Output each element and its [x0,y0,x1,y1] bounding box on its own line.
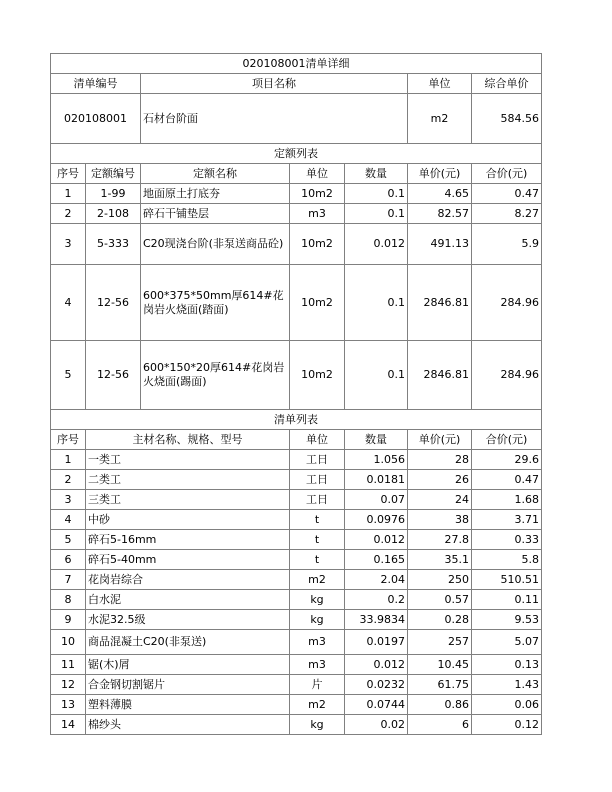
material-name: 花岗岩综合 [86,570,290,590]
material-name: 塑料薄膜 [86,695,290,715]
quota-qty: 0.1 [345,341,408,410]
quota-header-qty: 数量 [345,164,408,184]
quota-section-title: 定额列表 [51,144,542,164]
material-qty: 0.02 [345,715,408,735]
material-no: 3 [51,490,86,510]
quota-qty: 0.1 [345,265,408,341]
material-price: 61.75 [408,675,472,695]
material-price: 27.8 [408,530,472,550]
material-name: 合金钢切割锯片 [86,675,290,695]
material-total: 0.13 [472,655,542,675]
quota-row [51,184,542,204]
quota-row [51,265,542,341]
material-section-title: 清单列表 [51,410,542,430]
material-price: 6 [408,715,472,735]
material-qty: 0.07 [345,490,408,510]
quota-qty: 0.012 [345,224,408,265]
material-name: 棉纱头 [86,715,290,735]
material-header-total: 合价(元) [472,430,542,450]
material-qty: 0.165 [345,550,408,570]
material-name: 白水泥 [86,590,290,610]
material-price: 38 [408,510,472,530]
quota-code: 5-333 [86,224,141,265]
quota-total: 284.96 [472,341,542,410]
material-no: 14 [51,715,86,735]
material-row [51,570,542,590]
material-unit: t [290,510,345,530]
material-unit: m3 [290,630,345,655]
quota-no: 1 [51,184,86,204]
material-qty: 0.0197 [345,630,408,655]
quota-unit: m3 [290,204,345,224]
material-price: 24 [408,490,472,510]
material-name: 碎石5-40mm [86,550,290,570]
material-row [51,610,542,630]
material-total: 0.12 [472,715,542,735]
material-qty: 33.9834 [345,610,408,630]
material-header-qty: 数量 [345,430,408,450]
material-unit: m2 [290,570,345,590]
material-price: 26 [408,470,472,490]
material-unit: t [290,550,345,570]
material-no: 9 [51,610,86,630]
material-header-unit: 单位 [290,430,345,450]
quota-price: 2846.81 [408,341,472,410]
quota-unit: 10m2 [290,224,345,265]
material-unit: t [290,530,345,550]
material-price: 35.1 [408,550,472,570]
material-unit: 工日 [290,490,345,510]
quota-price: 4.65 [408,184,472,204]
material-row [51,530,542,550]
material-total: 5.8 [472,550,542,570]
material-row [51,510,542,530]
material-no: 13 [51,695,86,715]
material-name: 中砂 [86,510,290,530]
bill-name: 石材台阶面 [141,94,408,144]
quota-header-unit: 单位 [290,164,345,184]
quota-header-row [51,164,542,184]
material-qty: 0.2 [345,590,408,610]
bill-unit: m2 [408,94,472,144]
material-header-price: 单价(元) [408,430,472,450]
material-name: 三类工 [86,490,290,510]
material-total: 1.43 [472,675,542,695]
material-total: 0.47 [472,470,542,490]
material-no: 8 [51,590,86,610]
bill-price-label: 综合单价 [472,74,542,94]
sheet-title: 020108001清单详细 [51,54,542,74]
material-price: 257 [408,630,472,655]
quota-total: 284.96 [472,265,542,341]
quota-name: 地面原土打底夯 [141,184,290,204]
quota-unit: 10m2 [290,341,345,410]
material-unit: m2 [290,695,345,715]
quota-total: 8.27 [472,204,542,224]
material-qty: 0.012 [345,530,408,550]
material-no: 4 [51,510,86,530]
quota-row [51,204,542,224]
material-row [51,550,542,570]
quota-qty: 0.1 [345,204,408,224]
material-total: 510.51 [472,570,542,590]
material-unit: 工日 [290,450,345,470]
material-row [51,590,542,610]
material-price: 0.86 [408,695,472,715]
bill-price: 584.56 [472,94,542,144]
material-row [51,630,542,655]
material-qty: 1.056 [345,450,408,470]
material-qty: 0.0181 [345,470,408,490]
material-name: 商品混凝土C20(非泵送) [86,630,290,655]
quota-unit: 10m2 [290,265,345,341]
material-total: 5.07 [472,630,542,655]
quota-code: 12-56 [86,265,141,341]
material-no: 12 [51,675,86,695]
material-header-row [51,430,542,450]
material-qty: 0.012 [345,655,408,675]
quota-name: 碎石干铺垫层 [141,204,290,224]
quota-name: 600*375*50mm厚614#花岗岩火烧面(踏面) [141,265,290,341]
quota-code: 12-56 [86,341,141,410]
material-total: 29.6 [472,450,542,470]
material-name: 锯(木)屑 [86,655,290,675]
quota-header-no: 序号 [51,164,86,184]
quota-name: C20现浇台阶(非泵送商品砼) [141,224,290,265]
quota-unit: 10m2 [290,184,345,204]
quota-row [51,341,542,410]
bill-code-label: 清单编号 [51,74,141,94]
material-row [51,695,542,715]
material-total: 1.68 [472,490,542,510]
material-price: 28 [408,450,472,470]
quota-no: 5 [51,341,86,410]
quota-price: 2846.81 [408,265,472,341]
material-name: 碎石5-16mm [86,530,290,550]
material-row [51,715,542,735]
quota-header-total: 合价(元) [472,164,542,184]
material-price: 0.57 [408,590,472,610]
quota-header-name: 定额名称 [141,164,290,184]
quota-header-code: 定额编号 [86,164,141,184]
quota-price: 491.13 [408,224,472,265]
material-qty: 0.0744 [345,695,408,715]
material-qty: 2.04 [345,570,408,590]
material-no: 6 [51,550,86,570]
material-row [51,450,542,470]
material-row [51,655,542,675]
quota-code: 2-108 [86,204,141,224]
material-price: 10.45 [408,655,472,675]
material-header-name: 主材名称、规格、型号 [86,430,290,450]
material-header-no: 序号 [51,430,86,450]
material-price: 0.28 [408,610,472,630]
material-name: 水泥32.5级 [86,610,290,630]
material-row [51,490,542,510]
quota-no: 4 [51,265,86,341]
material-no: 5 [51,530,86,550]
material-no: 1 [51,450,86,470]
material-no: 11 [51,655,86,675]
material-name: 二类工 [86,470,290,490]
quota-qty: 0.1 [345,184,408,204]
material-no: 10 [51,630,86,655]
material-row [51,675,542,695]
quota-no: 2 [51,204,86,224]
material-qty: 0.0232 [345,675,408,695]
material-price: 250 [408,570,472,590]
quota-no: 3 [51,224,86,265]
quota-total: 5.9 [472,224,542,265]
bill-unit-label: 单位 [408,74,472,94]
quota-total: 0.47 [472,184,542,204]
material-unit: 工日 [290,470,345,490]
quota-row [51,224,542,265]
material-total: 3.71 [472,510,542,530]
bill-name-label: 项目名称 [141,74,408,94]
material-unit: kg [290,590,345,610]
material-no: 2 [51,470,86,490]
quota-price: 82.57 [408,204,472,224]
material-unit: kg [290,610,345,630]
material-total: 0.33 [472,530,542,550]
material-total: 0.11 [472,590,542,610]
material-total: 0.06 [472,695,542,715]
material-unit: 片 [290,675,345,695]
material-qty: 0.0976 [345,510,408,530]
bill-detail-table [50,53,542,735]
bill-code: 020108001 [51,94,141,144]
material-no: 7 [51,570,86,590]
material-row [51,470,542,490]
quota-code: 1-99 [86,184,141,204]
material-unit: m3 [290,655,345,675]
quota-name: 600*150*20厚614#花岗岩火烧面(踢面) [141,341,290,410]
material-total: 9.53 [472,610,542,630]
quota-header-price: 单价(元) [408,164,472,184]
material-unit: kg [290,715,345,735]
material-name: 一类工 [86,450,290,470]
